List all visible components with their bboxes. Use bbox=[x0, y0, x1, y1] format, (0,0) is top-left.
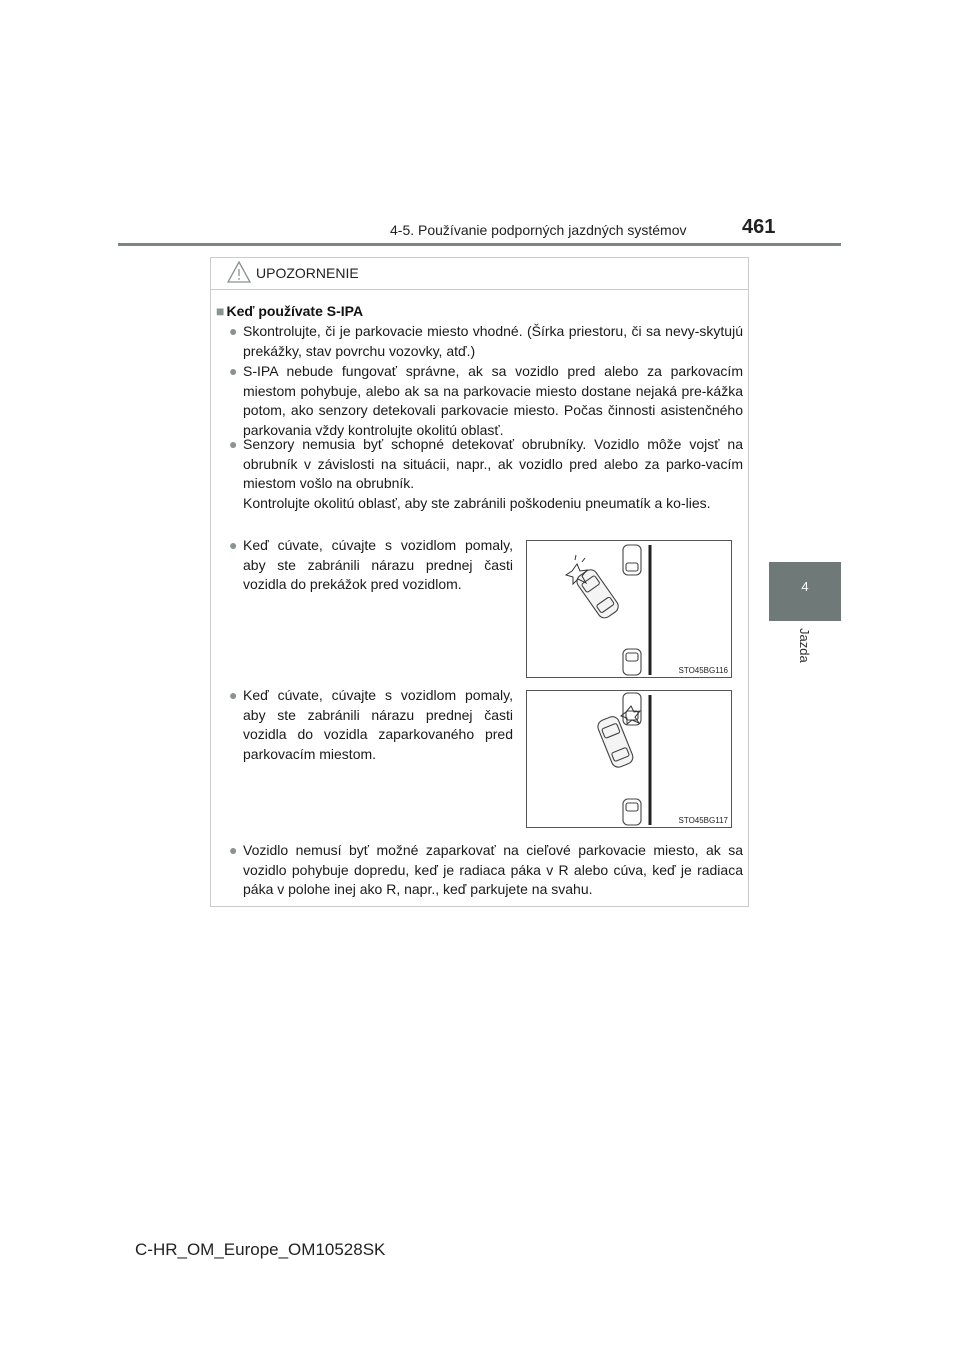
figure-code: STO45BG116 bbox=[678, 666, 728, 675]
bullet-item: ● Vozidlo nemusí byť možné zaparkovať na cieľové parkovacie miesto, ak sa vozidlo pohybuje dopredu, keď je radiaca páka v R alebo cúva, keď je radiaca páka v polohe inej ako R, napr., keď parkujete na svahu. bbox=[229, 842, 743, 897]
chapter-label: Jazda bbox=[797, 628, 812, 663]
section-heading-text: Keď používate S-IPA bbox=[226, 303, 364, 319]
bullet-dot-icon: ● bbox=[229, 687, 238, 703]
page-number: 461 bbox=[742, 216, 776, 238]
figure-code: STO45BG117 bbox=[678, 816, 728, 825]
bullet-dot-icon: ● bbox=[229, 323, 238, 339]
bullet-dot-icon: ● bbox=[229, 842, 238, 858]
footer-document-code: C-HR_OM_Europe_OM10528SK bbox=[135, 1240, 386, 1259]
section-heading bbox=[216, 303, 363, 319]
warning-header bbox=[211, 258, 748, 290]
parking-illustration-icon bbox=[527, 691, 733, 829]
header-section-title: 4-5. Používanie podporných jazdných systémov bbox=[390, 222, 687, 238]
square-bullet-icon: ■ bbox=[216, 303, 225, 319]
warning-triangle-icon bbox=[226, 260, 252, 289]
parking-illustration-icon bbox=[527, 541, 733, 679]
warning-title: UPOZORNENIE bbox=[256, 265, 359, 281]
chapter-tab: 4 bbox=[769, 562, 841, 621]
bullet-item: ● Senzory nemusia byť schopné detekovať obrubníky. Vozidlo môže vojsť na obrubník v závislosti na situácii, napr., ak vozidlo pred alebo za parko-vacím miestom vošlo na obrubník. Kontrolujte okolitú oblasť, aby ste zabránili poškodeniu pneumatík a ko-lies. bbox=[229, 436, 743, 511]
header-rule bbox=[118, 243, 841, 246]
bullet-item: ● Keď cúvate, cúvajte s vozidlom pomaly, aby ste zabránili nárazu prednej časti vozidla do prekážok pred vozidlom. bbox=[229, 537, 513, 592]
bullet-item: ● Keď cúvate, cúvajte s vozidlom pomaly, aby ste zabránili nárazu prednej časti vozidla do vozidla zaparkovaného pred parkovacím miestom. bbox=[229, 687, 513, 762]
bullet-item: ● S-IPA nebude fungovať správne, ak sa vozidlo pred alebo za parkovacím miestom pohybuje, alebo ak sa na parkovacie miesto dostane nejaká pre-kážka potom, ako senzory detekovali parkovacie miesto. Počas činnosti asistenčného parkovania vždy kontrolujte okolitú oblasť. bbox=[229, 363, 743, 438]
warning-box bbox=[210, 257, 749, 907]
bullet-dot-icon: ● bbox=[229, 436, 238, 452]
bullet-dot-icon: ● bbox=[229, 363, 238, 379]
bullet-item: ● Skontrolujte, či je parkovacie miesto vhodné. (Šírka priestoru, či sa nevy-skytujú prekážky, stav povrchu vozovky, atď.) bbox=[229, 323, 743, 359]
figure-reversing-parked-car bbox=[526, 690, 732, 828]
bullet-dot-icon: ● bbox=[229, 537, 238, 553]
figure-reversing-obstacle bbox=[526, 540, 732, 678]
